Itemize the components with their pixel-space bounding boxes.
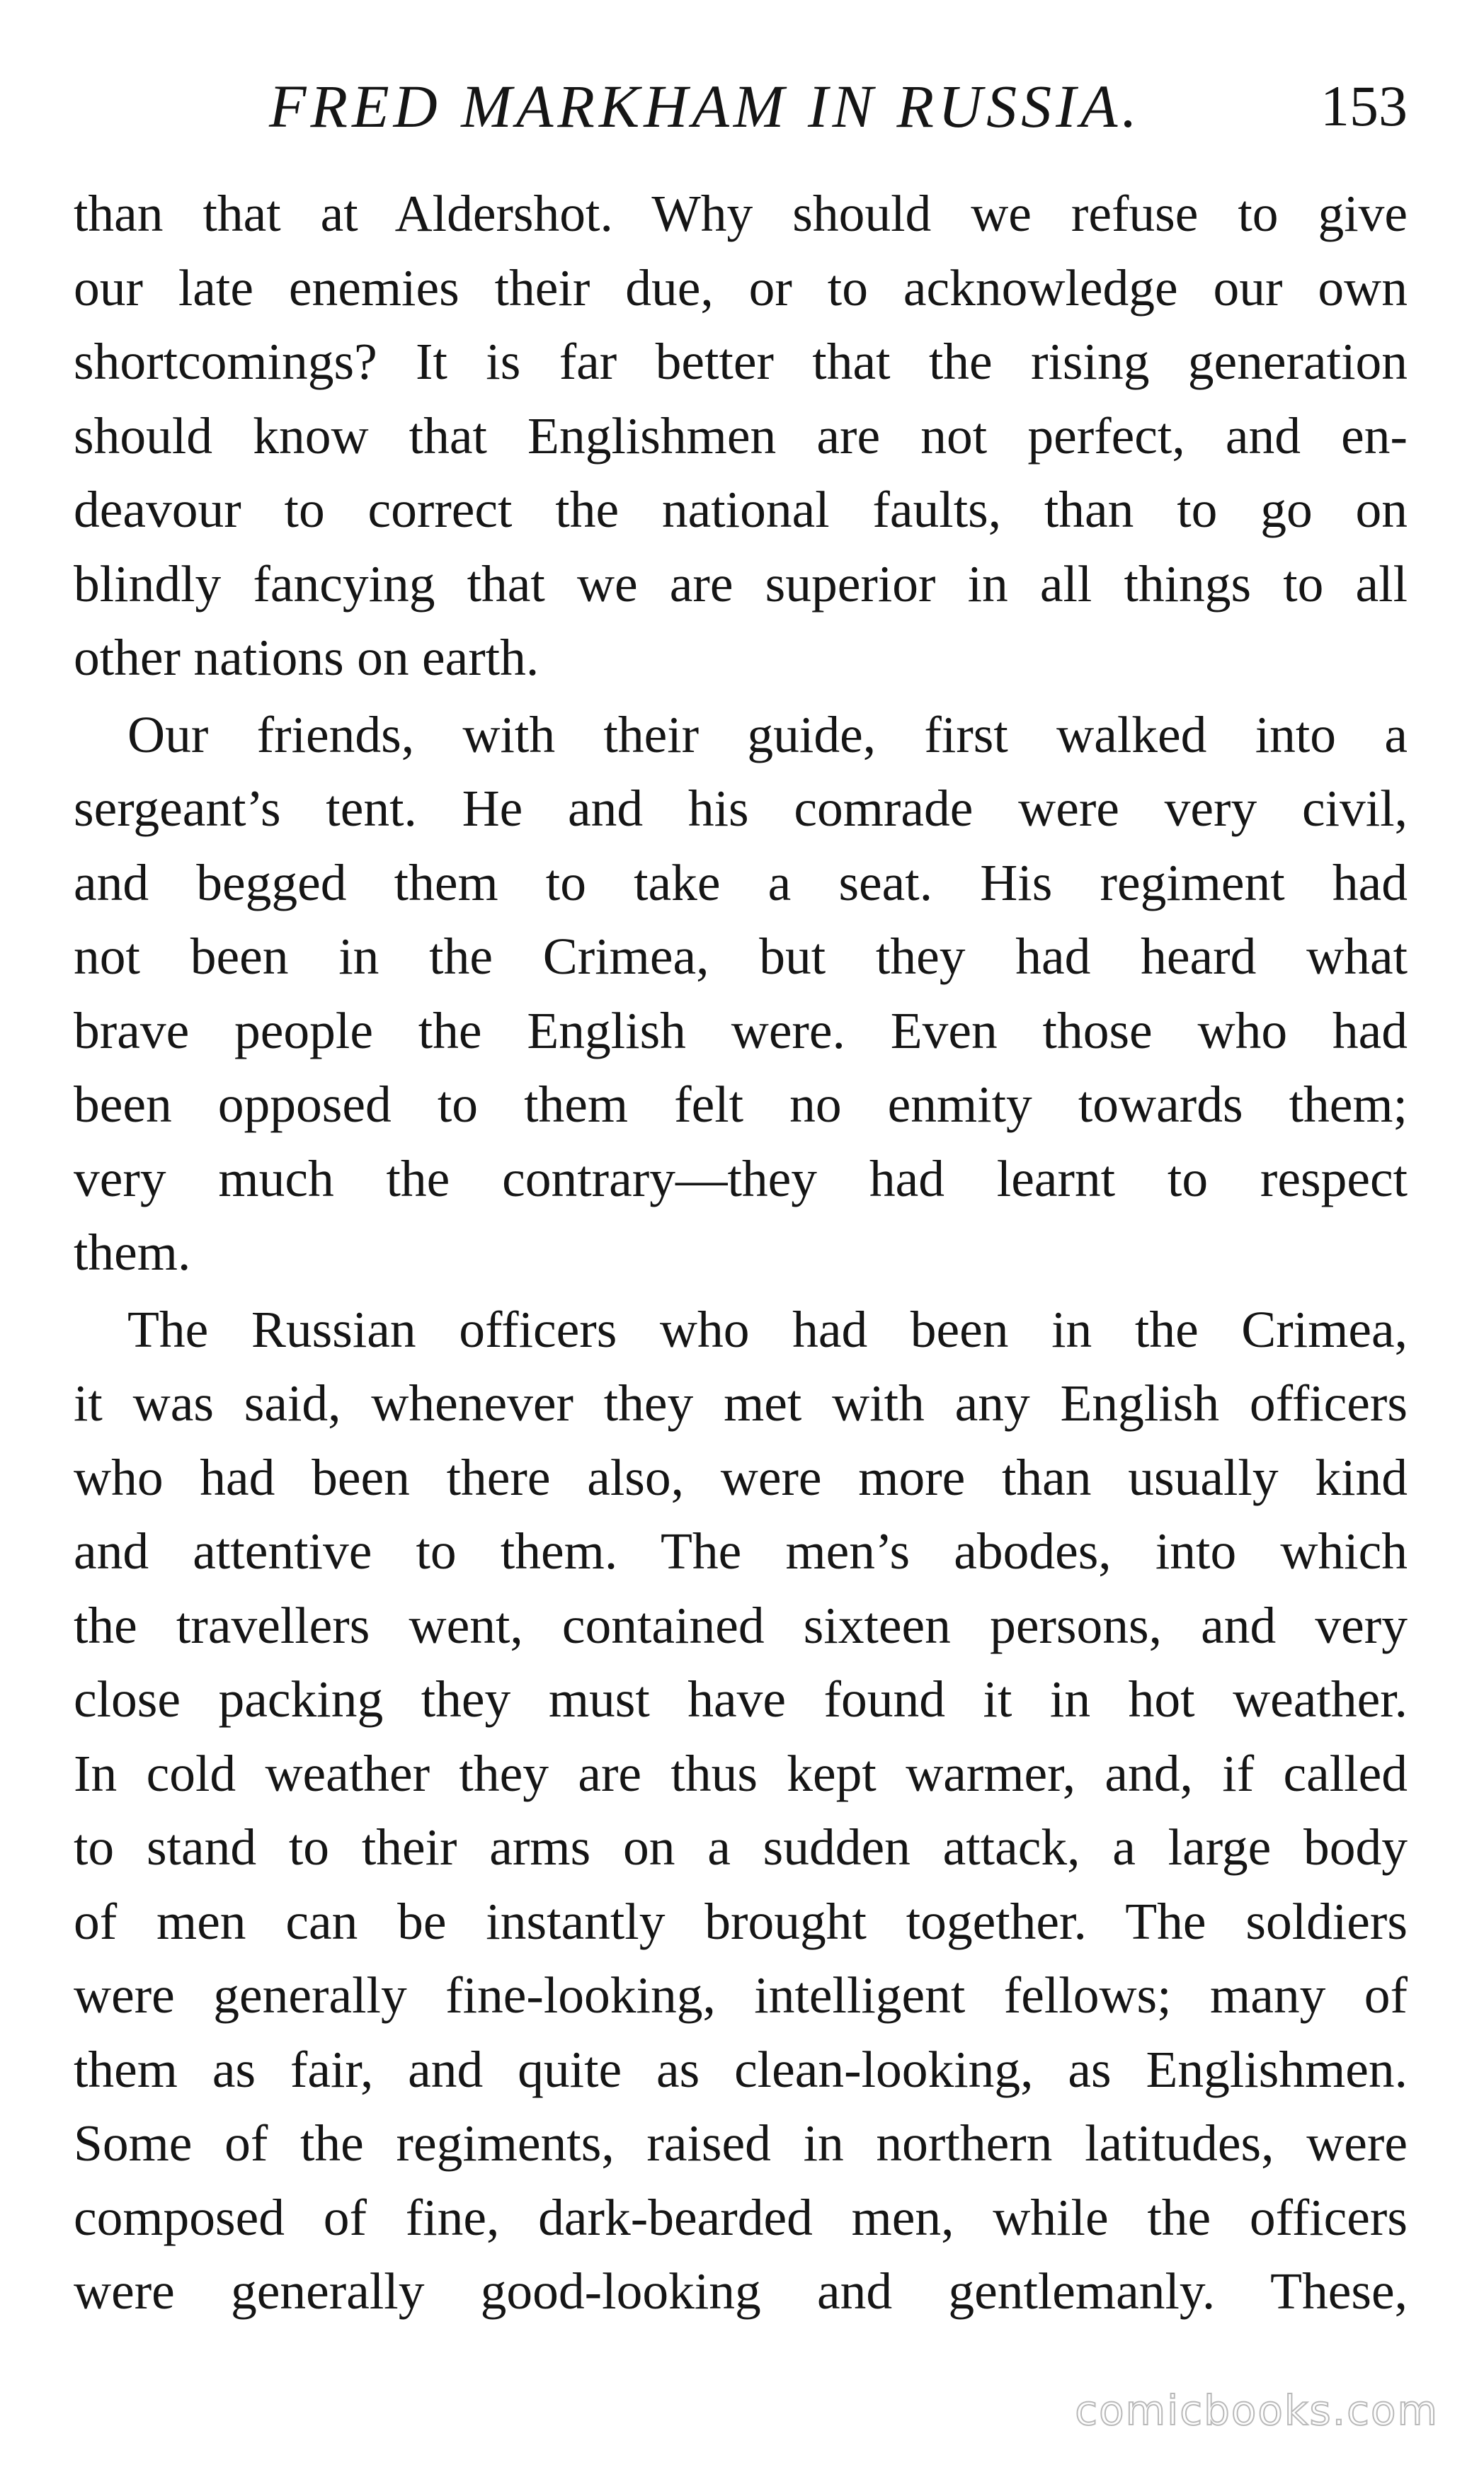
text-line: of men can be instantly brought together. The soldiers: [74, 1892, 1408, 1950]
text-line: blindly fancying that we are superior in all things to all: [74, 554, 1408, 613]
text-line: been opposed to them felt no enmity towards them;: [74, 1076, 1408, 1133]
text-line: composed of fine, dark-bearded men, while the officers: [74, 2188, 1408, 2246]
paragraph-2: [74, 698, 1408, 1290]
text-line: very much the contrary—they had learnt to respect: [74, 1149, 1408, 1207]
page-number: 153: [1320, 74, 1408, 138]
text-line: and begged them to take a seat. His regiment had: [74, 853, 1408, 911]
body-text: [74, 177, 1408, 2332]
text-line: than that at Aldershot. Why should we refuse to give: [74, 185, 1408, 242]
paragraph-3: [74, 1293, 1408, 2329]
text-line: Our friends, with their guide, first walked into a: [127, 705, 1408, 763]
text-line: were generally fine-looking, intelligent fellows; many of: [74, 1966, 1408, 2024]
text-line: In cold weather they are thus kept warmer, and, if called: [74, 1744, 1408, 1802]
text-line: our late enemies their due, or to acknowledge our own: [74, 258, 1408, 317]
running-head: [74, 57, 1408, 156]
text-line: Some of the regiments, raised in northern latitudes, were: [74, 2114, 1408, 2172]
text-line: to stand to their arms on a sudden attack, a large body: [74, 1818, 1408, 1876]
running-title: FRED MARKHAM IN RUSSIA.: [269, 72, 1141, 140]
text-line: deavour to correct the national faults, than to go on: [74, 481, 1408, 538]
text-line: and attentive to them. The men’s abodes, into which: [74, 1522, 1408, 1580]
text-line: not been in the Crimea, but they had heard what: [74, 928, 1408, 985]
text-line: it was said, whenever they met with any English officers: [74, 1374, 1408, 1432]
watermark: comicbooks.com: [1075, 2386, 1439, 2435]
text-line: brave people the English were. Even those who had: [74, 1001, 1408, 1059]
text-line: them.: [74, 1224, 191, 1281]
text-line: were generally good-looking and gentlemanly. These,: [74, 2262, 1408, 2320]
text-line: close packing they must have found it in hot weather.: [74, 1670, 1408, 1728]
text-line: shortcomings? It is far better that the rising generation: [74, 333, 1408, 390]
text-line: the travellers went, contained sixteen persons, and very: [74, 1596, 1408, 1654]
text-line: The Russian officers who had been in the Crimea,: [127, 1300, 1408, 1358]
text-line: who had been there also, were more than usually kind: [74, 1448, 1408, 1506]
text-line: sergeant’s tent. He and his comrade were very civil,: [74, 780, 1408, 837]
paragraph-1: [74, 177, 1408, 695]
text-line: other nations on earth.: [74, 629, 540, 686]
text-line: should know that Englishmen are not perfect, and en-: [74, 406, 1408, 465]
text-line: them as fair, and quite as clean-looking, as Englishmen.: [74, 2040, 1408, 2098]
